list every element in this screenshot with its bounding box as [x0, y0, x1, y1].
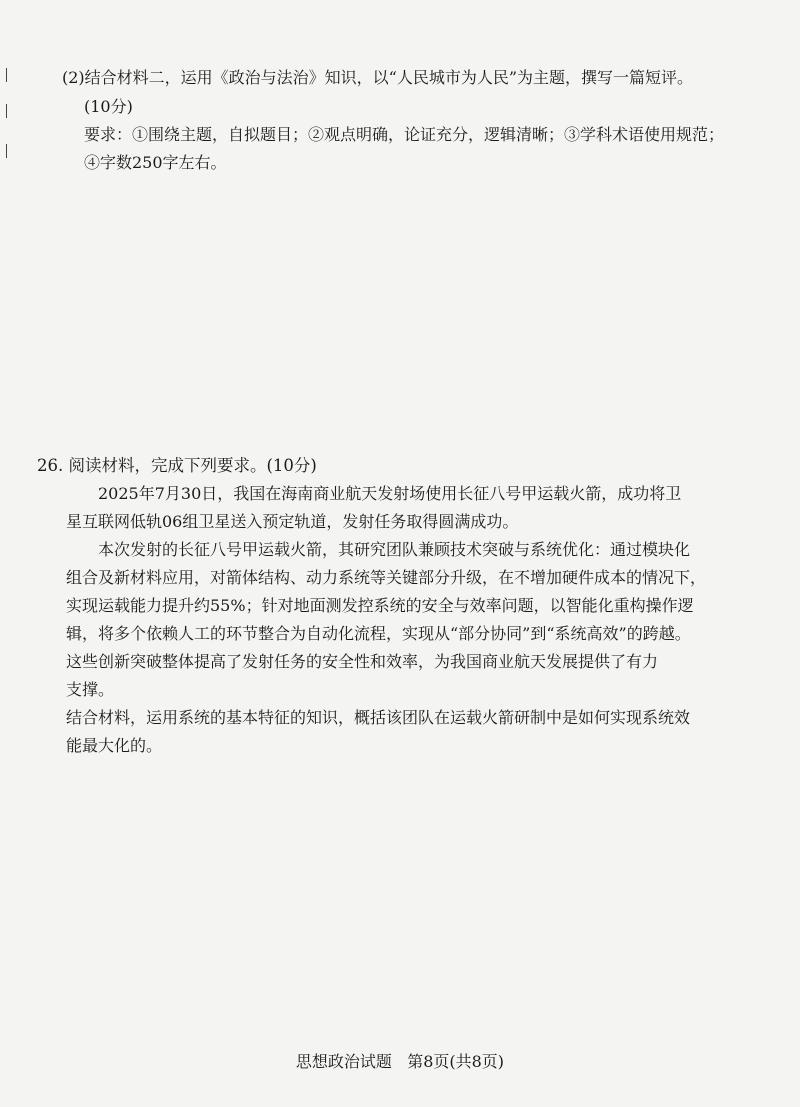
q26-para2-line6: 支撑。 — [66, 680, 115, 699]
q25-part2-requirements-line2: ④字数250字左右。 — [84, 153, 227, 172]
q26-para2-line5: 这些创新突破整体提高了发射任务的安全性和效率，为我国商业航天发展提供了有力 — [66, 652, 659, 671]
page-footer — [0, 1052, 800, 1072]
margin-mark-3 — [6, 144, 7, 158]
q26-question-line2: 能最大化的。 — [66, 736, 163, 755]
q26-question-line1: 结合材料，运用系统的基本特征的知识，概括该团队在运载火箭研制中是如何实现系统效 — [66, 708, 691, 727]
footer-page-number: 第8页(共8页) — [407, 1052, 505, 1071]
footer-subject: 思想政治试题 — [295, 1052, 392, 1071]
q25-part2-requirements-line1: 要求：①围绕主题，自拟题目；②观点明确，论证充分，逻辑清晰；③学科术语使用规范； — [84, 125, 725, 144]
q26-para2-line4: 辑，将多个依赖人工的环节整合为自动化流程，实现从“部分协同”到“系统高效”的跨越。 — [66, 624, 691, 643]
q26-title: 26. 阅读材料，完成下列要求。(10分) — [37, 456, 317, 475]
q25-part2-prompt: (2)结合材料二，运用《政治与法治》知识，以“人民城市为人民”为主题，撰写一篇短评。 — [62, 68, 694, 87]
margin-mark-2 — [6, 104, 7, 118]
q26-para2-line1: 本次发射的长征八号甲运载火箭，其研究团队兼顾技术突破与系统优化：通过模块化 — [98, 540, 691, 559]
q26-para1-line1: 2025年7月30日，我国在海南商业航天发射场使用长征八号甲运载火箭，成功将卫 — [98, 484, 682, 503]
margin-mark-1 — [6, 68, 7, 82]
q26-para1-line2: 星互联网低轨06组卫星送入预定轨道，发射任务取得圆满成功。 — [66, 512, 519, 531]
q26-para2-line2: 组合及新材料应用，对箭体结构、动力系统等关键部分升级，在不增加硬件成本的情况下， — [66, 568, 707, 587]
q26-para2-line3: 实现运载能力提升约55%；针对地面测发控系统的安全与效率问题，以智能化重构操作逻 — [66, 596, 694, 615]
q25-part2-score: (10分) — [84, 97, 133, 116]
